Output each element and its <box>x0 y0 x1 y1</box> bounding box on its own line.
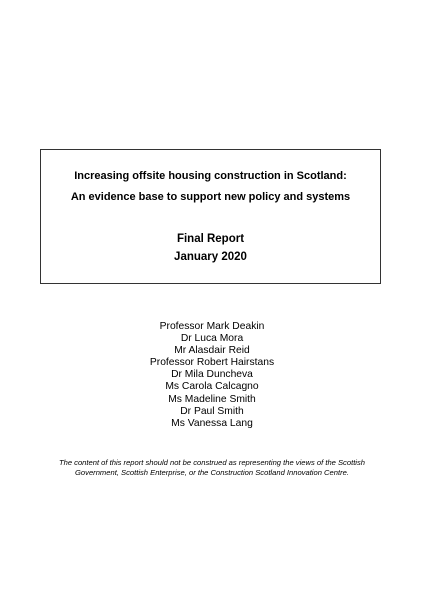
title-box <box>40 149 381 284</box>
author-name: Dr Mila Duncheva <box>171 369 253 381</box>
disclaimer-line-2: Government, Scottish Enterprise, or the Construction Scotland Innovation Centre. <box>75 468 349 477</box>
author-name: Ms Carola Calcagno <box>165 381 259 393</box>
author-name: Dr Paul Smith <box>180 405 244 417</box>
disclaimer <box>30 458 394 478</box>
author-name: Ms Madeline Smith <box>168 393 256 405</box>
author-name: Mr Alasdair Reid <box>174 345 250 357</box>
disclaimer-line-1: The content of this report should not be construed as representing the views of the Scottish <box>58 458 366 467</box>
report-title-line-1: Increasing offsite housing construction in Scotland: <box>74 170 347 182</box>
author-name: Professor Mark Deakin <box>159 321 265 332</box>
author-name: Ms Vanessa Lang <box>171 417 253 429</box>
report-date: January 2020 <box>174 251 247 263</box>
author-name: Professor Robert Hairstans <box>149 357 275 369</box>
author-name: Dr Luca Mora <box>180 333 244 345</box>
author-list <box>0 321 424 430</box>
report-title-line-2: An evidence base to support new policy and systems <box>70 191 351 203</box>
report-type: Final Report <box>176 233 245 245</box>
